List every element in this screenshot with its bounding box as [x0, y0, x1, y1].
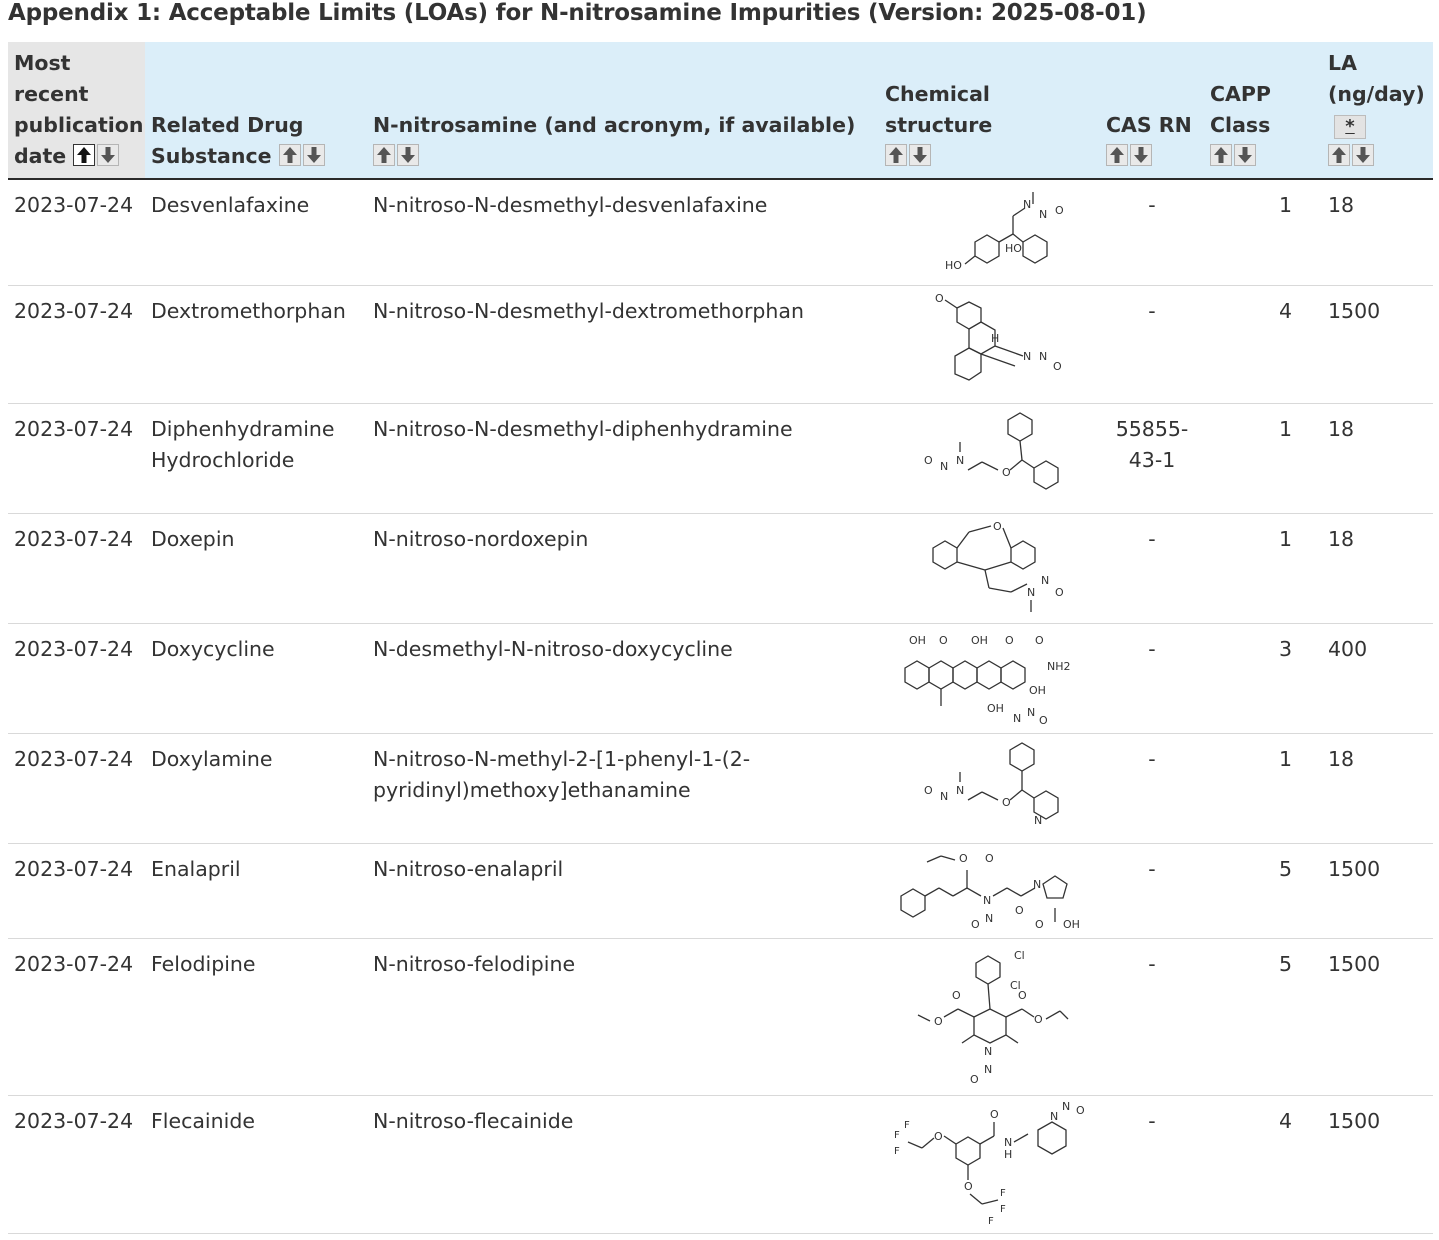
chemical-structure-image: [915, 518, 1065, 616]
arrow-down-icon: [1237, 146, 1253, 164]
table-row: [8, 623, 1433, 733]
cell-structure: [879, 938, 1100, 1095]
cell-substance: Doxepin: [145, 513, 367, 623]
cell-substance: Felodipine: [145, 938, 367, 1095]
cell-capp: 5: [1204, 843, 1322, 938]
cell-structure: [879, 623, 1100, 733]
cell-cas: -: [1100, 843, 1204, 938]
cell-date: 2023-07-24: [8, 623, 145, 733]
chemical-structure-image: [915, 290, 1065, 396]
sort-controls-structure: [885, 144, 931, 166]
sort-descending-button[interactable]: [1130, 144, 1152, 166]
svg-text:N: N: [983, 1062, 992, 1076]
svg-text:O: O: [992, 519, 1002, 533]
svg-text:F: F: [893, 1129, 900, 1141]
chemical-structure-image: [910, 738, 1070, 836]
svg-text:N: N: [1061, 1099, 1070, 1113]
la-footnote-link[interactable]: *: [1334, 115, 1366, 139]
cell-cas: 55855- 43-1: [1100, 403, 1204, 513]
sort-ascending-button[interactable]: [73, 144, 95, 166]
chemical-structure-image: [915, 184, 1065, 280]
cell-la: 18: [1322, 733, 1433, 843]
cell-structure: [879, 179, 1100, 285]
svg-text:OH: OH: [1028, 683, 1046, 697]
svg-text:N: N: [984, 911, 993, 925]
sort-descending-button[interactable]: [1234, 144, 1256, 166]
svg-text:N: N: [1022, 198, 1031, 211]
cell-capp: 1: [1204, 513, 1322, 623]
cell-date: 2023-07-24: [8, 843, 145, 938]
svg-text:O: O: [933, 1014, 943, 1028]
cell-la: 1500: [1322, 843, 1433, 938]
cell-cas: -: [1100, 623, 1204, 733]
cell-capp: 5: [1204, 938, 1322, 1095]
arrow-down-icon: [912, 146, 928, 164]
svg-text:O: O: [1014, 903, 1024, 917]
svg-text:O: O: [1054, 585, 1064, 599]
arrow-up-icon: [76, 146, 92, 164]
sort-descending-button[interactable]: [397, 144, 419, 166]
svg-text:N: N: [1032, 877, 1041, 891]
svg-text:OH: OH: [1062, 917, 1080, 931]
cell-nitrosamine: N-nitroso-enalapril: [367, 843, 879, 938]
svg-text:O: O: [933, 1129, 943, 1143]
svg-text:HO: HO: [944, 259, 962, 272]
sort-descending-button[interactable]: [303, 144, 325, 166]
chemical-structure-image: [910, 943, 1070, 1089]
cell-capp: 1: [1204, 403, 1322, 513]
svg-text:F: F: [999, 1203, 1006, 1215]
svg-text:O: O: [1001, 795, 1011, 809]
table-row: [8, 513, 1433, 623]
cell-structure: [879, 285, 1100, 403]
sort-controls-capp: [1210, 144, 1256, 166]
svg-text:O: O: [1054, 204, 1064, 217]
cell-la: 18: [1322, 513, 1433, 623]
svg-text:F: F: [903, 1119, 910, 1131]
svg-text:N: N: [982, 893, 991, 907]
table-row: [8, 938, 1433, 1095]
cell-substance: Enalapril: [145, 843, 367, 938]
cell-nitrosamine: N-nitroso-felodipine: [367, 938, 879, 1095]
svg-text:O: O: [1075, 1103, 1085, 1117]
svg-text:F: F: [893, 1145, 900, 1157]
cell-structure: [879, 403, 1100, 513]
svg-text:H: H: [990, 331, 999, 345]
cell-la: 1500: [1322, 938, 1433, 1095]
col-header-date: Most recent publication date: [8, 42, 145, 179]
cell-substance: Diphenhydramine Hydrochloride: [145, 403, 367, 513]
header-row: [8, 42, 1433, 179]
svg-text:O: O: [1034, 917, 1044, 931]
table-row: [8, 179, 1433, 285]
svg-text:F: F: [999, 1187, 1006, 1199]
loa-table: [8, 42, 1433, 1234]
svg-text:O: O: [923, 453, 933, 467]
svg-text:HO: HO: [1004, 242, 1022, 255]
cell-capp: 3: [1204, 623, 1322, 733]
cell-date: 2023-07-24: [8, 1095, 145, 1233]
cell-date: 2023-07-24: [8, 938, 145, 1095]
sort-ascending-button[interactable]: [279, 144, 301, 166]
table-row: [8, 403, 1433, 513]
cell-date: 2023-07-24: [8, 403, 145, 513]
cell-date: 2023-07-24: [8, 513, 145, 623]
cell-structure: [879, 1095, 1100, 1233]
cell-substance: Doxylamine: [145, 733, 367, 843]
arrow-up-icon: [1109, 146, 1125, 164]
cell-la: 1500: [1322, 1095, 1433, 1233]
cell-nitrosamine: N-nitroso-flecainide: [367, 1095, 879, 1233]
sort-controls-cas: [1106, 144, 1152, 166]
cell-nitrosamine: N-nitroso-nordoxepin: [367, 513, 879, 623]
cell-capp: 1: [1204, 179, 1322, 285]
arrow-down-icon: [100, 146, 116, 164]
col-header-capp: CAPP Class: [1204, 42, 1322, 179]
svg-text:N: N: [1026, 585, 1035, 599]
cell-la: 1500: [1322, 285, 1433, 403]
svg-text:N: N: [983, 1044, 992, 1058]
sort-controls-date: [73, 144, 119, 166]
svg-text:N: N: [1040, 573, 1049, 587]
svg-text:O: O: [1034, 633, 1044, 647]
svg-text:N: N: [1022, 349, 1031, 363]
svg-text:O: O: [958, 851, 968, 865]
sort-ascending-button[interactable]: [885, 144, 907, 166]
svg-text:Cl: Cl: [1013, 948, 1025, 962]
cell-nitrosamine: N-nitroso-N-desmethyl-desvenlafaxine: [367, 179, 879, 285]
arrow-up-icon: [282, 146, 298, 164]
svg-text:O: O: [923, 783, 933, 797]
svg-text:N: N: [1003, 1135, 1012, 1149]
cell-la: 18: [1322, 403, 1433, 513]
arrow-down-icon: [1355, 146, 1371, 164]
arrow-up-icon: [1213, 146, 1229, 164]
svg-text:OH: OH: [970, 633, 988, 647]
cell-cas: -: [1100, 1095, 1204, 1233]
svg-text:O: O: [989, 1107, 999, 1121]
svg-text:O: O: [963, 1179, 973, 1193]
cell-date: 2023-07-24: [8, 285, 145, 403]
cell-nitrosamine: N-nitroso-N-desmethyl-diphenhydramine: [367, 403, 879, 513]
sort-ascending-button[interactable]: [1106, 144, 1128, 166]
cell-substance: Dextromethorphan: [145, 285, 367, 403]
table-row: [8, 733, 1433, 843]
svg-text:N: N: [1026, 705, 1035, 719]
cell-substance: Doxycycline: [145, 623, 367, 733]
sort-controls-nitrosamine: [373, 144, 419, 166]
svg-text:O: O: [1017, 988, 1027, 1002]
sort-controls-substance: [279, 144, 325, 166]
sort-ascending-button[interactable]: [373, 144, 395, 166]
svg-text:N: N: [1012, 711, 1021, 725]
svg-text:O: O: [1038, 713, 1048, 727]
svg-text:O: O: [934, 291, 944, 305]
cell-date: 2023-07-24: [8, 733, 145, 843]
col-header-substance: Related Drug Substance: [145, 42, 367, 179]
cell-substance: Flecainide: [145, 1095, 367, 1233]
cell-capp: 4: [1204, 1095, 1322, 1233]
svg-text:O: O: [969, 1072, 979, 1086]
cell-date: 2023-07-24: [8, 179, 145, 285]
svg-text:O: O: [1004, 633, 1014, 647]
arrow-up-icon: [888, 146, 904, 164]
svg-text:N: N: [1033, 813, 1042, 827]
chemical-structure-image: [910, 408, 1070, 506]
cell-nitrosamine: N-nitroso-N-methyl-2-[1-phenyl-1-(2- pyridinyl)methoxy]ethanamine: [367, 733, 879, 843]
cell-cas: -: [1100, 733, 1204, 843]
col-header-structure: Chemical structure: [879, 42, 1100, 179]
sort-descending-button[interactable]: [1352, 144, 1374, 166]
cell-structure: [879, 733, 1100, 843]
col-header-la: LA (ng/day) *: [1322, 42, 1433, 179]
svg-text:O: O: [938, 633, 948, 647]
svg-text:O: O: [1001, 465, 1011, 479]
chemical-structure-image: [895, 848, 1085, 934]
table-row: [8, 843, 1433, 938]
cell-nitrosamine: N-desmethyl-N-nitroso-doxycycline: [367, 623, 879, 733]
chemical-structure-image: [895, 628, 1085, 728]
svg-text:N: N: [939, 789, 948, 803]
arrow-down-icon: [306, 146, 322, 164]
svg-text:O: O: [951, 988, 961, 1002]
cell-la: 400: [1322, 623, 1433, 733]
cell-cas: -: [1100, 513, 1204, 623]
svg-text:F: F: [987, 1215, 994, 1226]
svg-text:N: N: [1038, 349, 1047, 363]
sort-controls-la: [1328, 144, 1374, 166]
table-row: [8, 1095, 1433, 1233]
svg-text:O: O: [1052, 359, 1062, 373]
cell-nitrosamine: N-nitroso-N-desmethyl-dextromethorphan: [367, 285, 879, 403]
sort-ascending-button[interactable]: [1210, 144, 1232, 166]
svg-text:OH: OH: [908, 633, 926, 647]
sort-descending-button[interactable]: [97, 144, 119, 166]
arrow-up-icon: [376, 146, 392, 164]
svg-text:Cl: Cl: [1009, 978, 1021, 992]
col-header-cas: CAS RN: [1100, 42, 1204, 179]
svg-text:NH2: NH2: [1046, 659, 1070, 673]
svg-text:N: N: [1038, 208, 1047, 221]
arrow-down-icon: [1133, 146, 1149, 164]
arrow-up-icon: [1331, 146, 1347, 164]
table-row: [8, 285, 1433, 403]
cell-substance: Desvenlafaxine: [145, 179, 367, 285]
svg-text:N: N: [955, 783, 964, 797]
svg-text:N: N: [1049, 1109, 1058, 1123]
table-caption: Appendix 1: Acceptable Limits (LOAs) for N-nitrosamine Impurities (Version: 2025-08-01): [8, 0, 1147, 26]
svg-text:OH: OH: [986, 701, 1004, 715]
col-header-nitrosamine: N-nitrosamine (and acronym, if available): [367, 42, 879, 179]
sort-descending-button[interactable]: [909, 144, 931, 166]
svg-text:O: O: [984, 851, 994, 865]
arrow-down-icon: [400, 146, 416, 164]
svg-text:O: O: [970, 917, 980, 931]
cell-structure: [879, 513, 1100, 623]
cell-cas: -: [1100, 285, 1204, 403]
svg-text:N: N: [939, 459, 948, 473]
cell-cas: -: [1100, 179, 1204, 285]
svg-text:N: N: [955, 453, 964, 467]
chemical-structure-image: [890, 1100, 1090, 1226]
cell-structure: [879, 843, 1100, 938]
cell-cas: -: [1100, 938, 1204, 1095]
cell-la: 18: [1322, 179, 1433, 285]
svg-text:O: O: [1033, 1012, 1043, 1026]
svg-text:H: H: [1003, 1147, 1012, 1161]
sort-ascending-button[interactable]: [1328, 144, 1350, 166]
cell-capp: 1: [1204, 733, 1322, 843]
cell-capp: 4: [1204, 285, 1322, 403]
